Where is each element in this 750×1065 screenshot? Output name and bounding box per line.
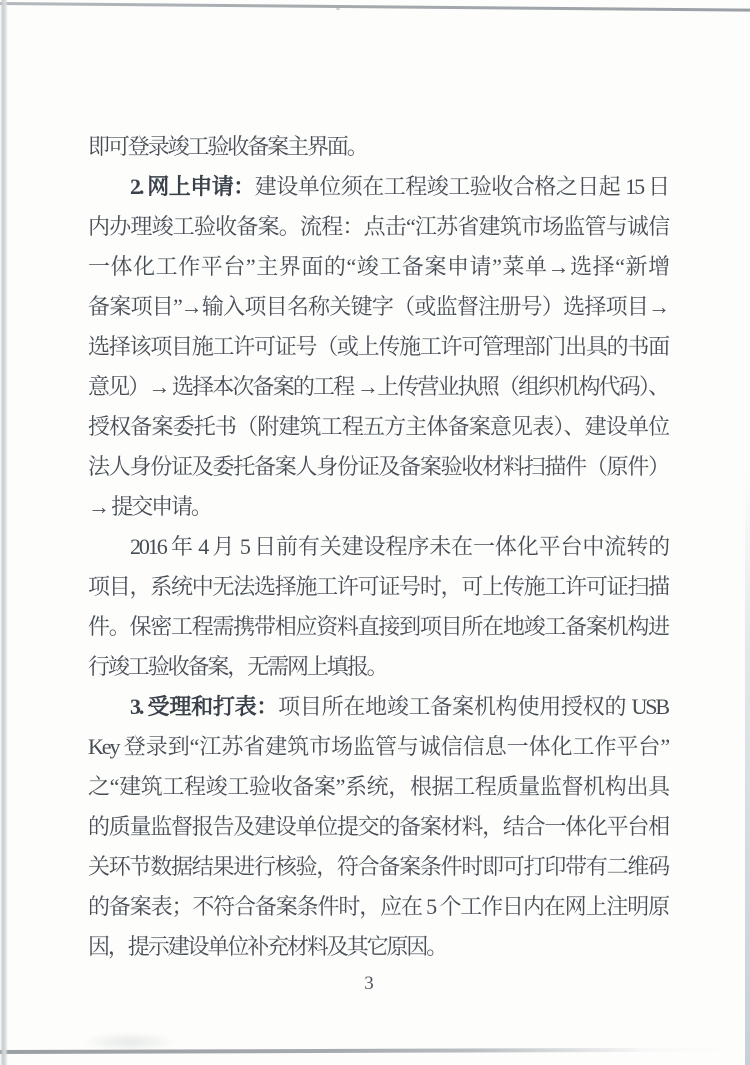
text-line <box>88 247 668 287</box>
paragraph-text: Key 登录到“江苏省建筑市场监管与诚信信息一体化工作平台” <box>88 734 668 759</box>
text-line <box>88 287 668 327</box>
text-line <box>88 847 668 887</box>
text-line <box>88 887 668 927</box>
text-line <box>88 647 668 687</box>
text-line <box>88 327 668 367</box>
text-line <box>88 767 668 807</box>
scan-smudge <box>82 1032 177 1052</box>
scan-speck <box>336 8 340 10</box>
paragraph-text: 内办理竣工验收备案。流程：点击“江苏省建筑市场监管与诚信 <box>88 214 668 239</box>
paragraph-text: 项目，系统中无法选择施工许可证号时，可上传施工许可证扫描 <box>88 574 668 599</box>
paragraph-text: → 提交申请。 <box>88 494 211 519</box>
text-line <box>88 607 668 647</box>
section-heading: 2. 网上申请： <box>130 174 255 199</box>
paragraph-text: 一体化工作平台”主界面的“竣工备案申请”菜单→选择“新增 <box>88 254 668 279</box>
text-line <box>88 447 668 487</box>
text-line <box>88 567 668 607</box>
paragraph-acceptance-and-printing <box>88 687 668 967</box>
paragraph-text: 之“建筑工程竣工验收备案”系统，根据工程质量监督机构出具 <box>88 774 668 799</box>
paragraph-text: 即可登录竣工验收备案主界面。 <box>88 134 367 159</box>
text-line <box>88 367 668 407</box>
paragraph-text: 意见）→ 选择本次备案的工程 →上传营业执照（组织机构代码）、 <box>88 374 668 399</box>
text-line <box>88 927 668 967</box>
paragraph-text: 选择该项目施工许可证号（或上传施工许可管理部门出具的书面 <box>88 334 668 359</box>
text-line <box>88 407 668 447</box>
scan-top-edge <box>0 2 750 12</box>
text-line <box>88 167 668 207</box>
section-heading: 3. 受理和打表： <box>130 694 279 719</box>
scan-right-edge <box>745 470 750 1065</box>
text-line <box>88 487 668 527</box>
paragraph-text: 建设单位须在工程竣工验收合格之日起 15 日 <box>254 174 668 199</box>
text-line <box>88 207 668 247</box>
paragraph-intro-continuation <box>88 127 668 167</box>
paragraph-text: 2016 年 4 月 5 日前有关建设程序未在一体化平台中流转的 <box>130 534 668 559</box>
paragraph-text: 的备案表；不符合备案条件时，应在 5 个工作日内在网上注明原 <box>88 894 668 919</box>
paragraph-text: 关环节数据结果进行核验，符合备案条件时即可打印带有二维码 <box>88 854 668 879</box>
page-number: 3 <box>364 973 374 994</box>
paragraph-text: 行竣工验收备案，无需网上填报。 <box>88 654 387 679</box>
text-line <box>88 687 668 727</box>
paragraph-text: 因，提示建设单位补充材料及其它原因。 <box>88 934 447 959</box>
text-line <box>88 727 668 767</box>
paragraph-text: 件。保密工程需携带相应资料直接到项目所在地竣工备案机构进 <box>88 614 668 639</box>
paragraph-online-application <box>88 167 668 527</box>
paragraph-text: 备案项目”→输入项目名称关键字（或监督注册号）选择项目→ <box>88 294 668 319</box>
text-line <box>88 527 668 567</box>
paragraph-pre-2016-projects <box>88 527 668 687</box>
paragraph-text: 项目所在地竣工备案机构使用授权的 USB <box>278 694 668 719</box>
paragraph-text: 授权备案委托书（附建筑工程五方主体备案意见表）、建设单位 <box>88 414 668 439</box>
paragraph-text: 法人身份证及委托备案人身份证及备案验收材料扫描件（原件） <box>88 454 668 479</box>
document-body <box>88 127 668 967</box>
scan-left-edge <box>0 0 8 1065</box>
text-line <box>88 127 668 167</box>
paragraph-text: 的质量监督报告及建设单位提交的备案材料，结合一体化平台相 <box>88 814 668 839</box>
text-line <box>88 807 668 847</box>
